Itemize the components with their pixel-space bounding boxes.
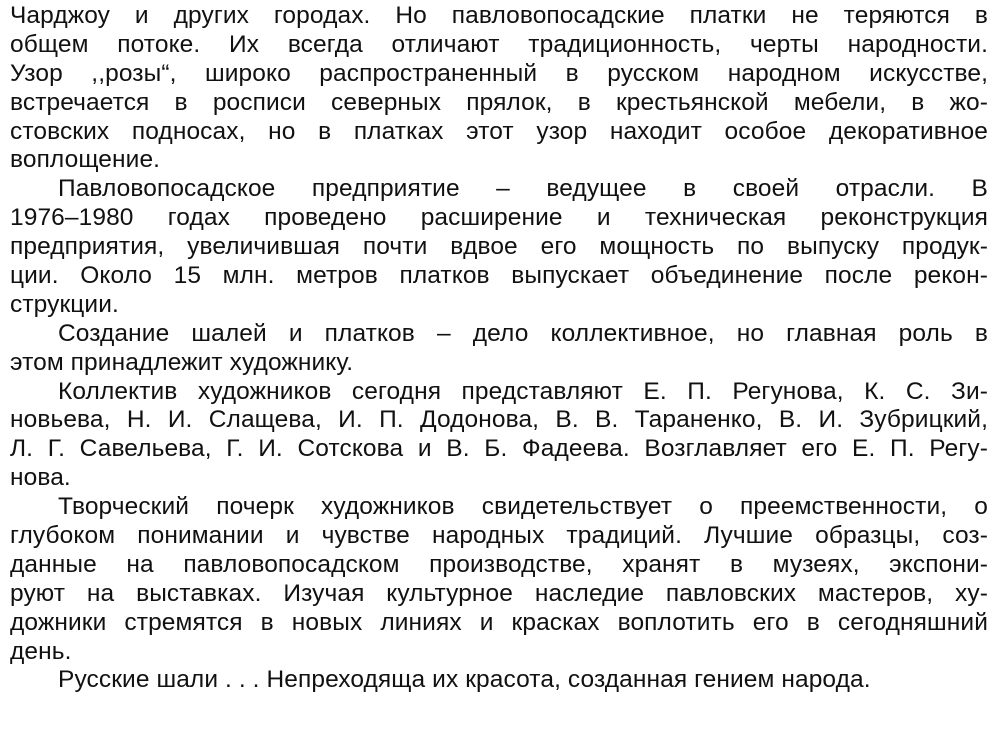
text-line: встречается в росписи северных прялок, в крестьянской мебели, в жо-	[10, 88, 988, 116]
text-line: струкции.	[10, 290, 119, 318]
text-line: данные на павловопосадском производстве, хранят в музеях, экспони-	[10, 550, 988, 578]
text-line: руют на выставках. Изучая культурное наследие павловских мастеров, ху-	[10, 579, 988, 607]
text-line: Творческий почерк художников свидетельствует о преемственности, о	[58, 493, 988, 521]
text-line: Чарджоу и других городах. Но павловопосадские платки не теряются в	[10, 2, 988, 29]
text-line: Павловопосадское предприятие – ведущее в своей отрасли. В	[58, 175, 988, 203]
text-line: дожники стремятся в новых линиях и красках воплотить его в сегодняшний	[10, 608, 988, 636]
text-line: воплощение.	[10, 146, 161, 174]
text-line: новьева, Н. И. Слащева, И. П. Додонова, В. В. Тараненко, В. И. Зубрицкий,	[10, 406, 988, 434]
text-line: этом принадлежит художнику.	[10, 348, 354, 376]
paragraph-3	[10, 320, 988, 378]
text-line: день.	[10, 637, 72, 665]
document-page	[10, 2, 988, 734]
paragraph-5	[10, 493, 988, 666]
text-line: 1976–1980 годах проведено расширение и техническая реконструкция	[10, 204, 988, 232]
text-line: нова.	[10, 464, 71, 492]
text-line: Коллектив художников сегодня представляют Е. П. Регунова, К. С. Зи-	[58, 377, 988, 405]
text-line: глубоком понимании и чувстве народных традиций. Лучшие образцы, соз-	[10, 522, 988, 550]
text-line: Узор ,,розы“, широко распространенный в русском народном искусстве,	[10, 59, 988, 87]
paragraph-4	[10, 378, 988, 494]
text-line: общем потоке. Их всегда отличают традиционность, черты народности.	[10, 30, 988, 58]
paragraph-1	[10, 2, 988, 175]
text-line: Русские шали . . . Непреходяща их красота, созданная гением народа.	[58, 666, 871, 694]
paragraph-6	[10, 666, 988, 695]
text-line: предприятия, увеличившая почти вдвое его мощность по выпуску продук-	[10, 233, 988, 261]
paragraph-2	[10, 175, 988, 319]
text-line: Л. Г. Савельева, Г. И. Сотскова и В. Б. Фадеева. Возглавляет его Е. П. Регу-	[10, 435, 988, 463]
text-line: ции. Около 15 млн. метров платков выпускает объединение после рекон-	[10, 262, 988, 290]
text-line: Создание шалей и платков – дело коллективное, но главная роль в	[58, 319, 988, 347]
text-line: стовских подносах, но в платках этот узор находит особое декоративное	[10, 117, 988, 145]
